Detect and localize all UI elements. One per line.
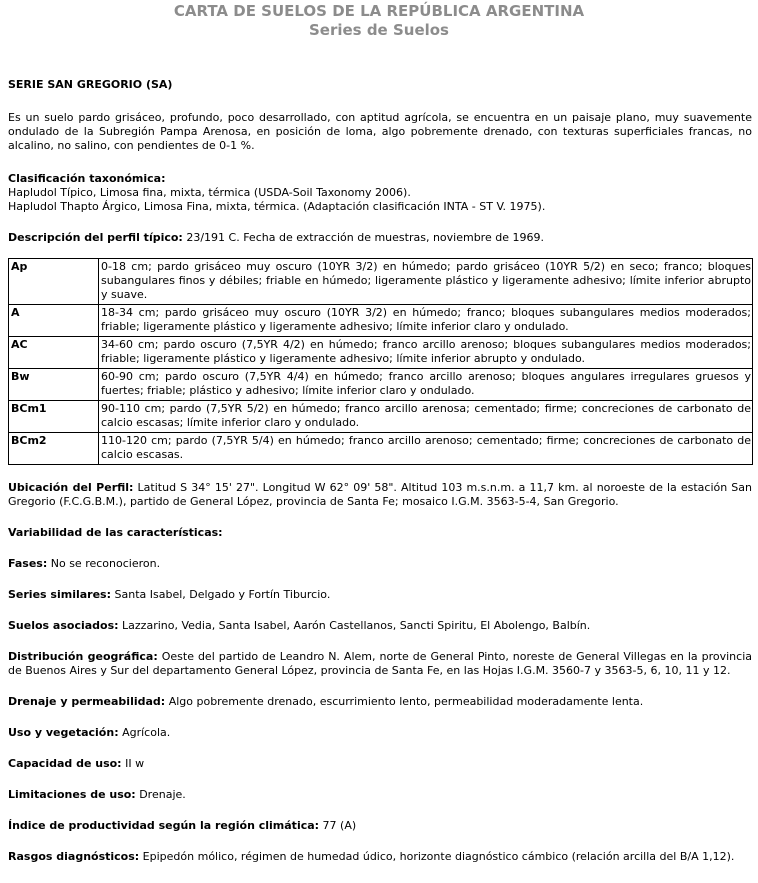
fases-value: No se reconocieron. xyxy=(47,557,161,570)
intro-paragraph: Es un suelo pardo grisáceo, profundo, poco desarrollado, con aptitud agrícola, se encuentra en un paisaje plano, muy suavemente ondulado de la Subregión Pampa Arenosa, en posición de loma, algo pobremente drenado, con texturas superficiales francas, no alcalino, no salino, con pendientes de 0-1 %. xyxy=(8,111,752,152)
horizon-name: Ap xyxy=(9,259,99,305)
rasgos-section xyxy=(8,850,752,864)
ubicacion-label: Ubicación del Perfil: xyxy=(8,481,134,494)
capacidad-section xyxy=(8,757,752,771)
indice-value: 77 (A) xyxy=(319,819,357,832)
descripcion-value: 23/191 C. Fecha de extracción de muestras, noviembre de 1969. xyxy=(182,231,544,244)
drenaje-value: Algo pobremente drenado, escurrimiento lento, permeabilidad moderadamente lenta. xyxy=(165,695,644,708)
clasificacion-section xyxy=(8,172,752,214)
ubicacion-value: Latitud S 34° 15' 27". Longitud W 62° 09' 58". Altitud 103 m.s.n.m. a 11,7 km. al noroeste de la estación San Gregorio (F.C.G.B.M.), partido de General López, provincia de Santa Fe; mosaico I.G.M. 3563-5-4, San Gregorio. xyxy=(8,481,752,508)
clasificacion-line-1: Hapludol Típico, Limosa fina, mixta, térmica (USDA-Soil Taxonomy 2006). xyxy=(8,186,411,199)
series-similares-section xyxy=(8,588,752,602)
rasgos-value: Epipedón mólico, régimen de humedad údico, horizonte diagnóstico cámbico (relación arcilla del B/A 1,12). xyxy=(139,850,735,863)
table-row xyxy=(9,259,753,305)
serie-title: SERIE SAN GREGORIO (SA) xyxy=(8,78,173,91)
horizon-description: 60-90 cm; pardo oscuro (7,5YR 4/4) en húmedo; franco arcillo arenoso; bloques angulares irregulares gruesos y fuertes; friable; plástico y adhesivo; límite inferior claro y ondulado. xyxy=(99,369,753,401)
horizon-name: A xyxy=(9,305,99,337)
series-similares-label: Series similares: xyxy=(8,588,111,601)
suelos-asociados-label: Suelos asociados: xyxy=(8,619,119,632)
suelos-asociados-value: Lazzarino, Vedia, Santa Isabel, Aarón Castellanos, Sancti Spiritu, El Abolengo, Balbín. xyxy=(118,619,591,632)
descripcion-label: Descripción del perfil típico: xyxy=(8,231,183,244)
document-body xyxy=(8,78,752,864)
table-row xyxy=(9,433,753,465)
fases-label: Fases: xyxy=(8,557,48,570)
ubicacion-section xyxy=(8,481,752,509)
indice-section xyxy=(8,819,752,833)
capacidad-value: II w xyxy=(121,757,145,770)
horizon-name: BCm2 xyxy=(9,433,99,465)
rasgos-label: Rasgos diagnósticos: xyxy=(8,850,140,863)
horizon-description: 0-18 cm; pardo grisáceo muy oscuro (10YR 3/2) en húmedo; pardo grisáceo (10YR 5/2) en seco; franco; bloques subangulares finos y débiles; friable en húmedo; ligeramente plástico y ligeramente adhesivo; límite inferior abrupto y suave. xyxy=(99,259,753,305)
clasificacion-label: Clasificación taxonómica: xyxy=(8,172,166,185)
descripcion-section xyxy=(8,231,752,245)
page-subtitle: Series de Suelos xyxy=(308,21,449,39)
variabilidad-section xyxy=(8,526,752,540)
distribucion-label: Distribución geográfica: xyxy=(8,650,158,663)
limitaciones-value: Drenaje. xyxy=(135,788,186,801)
page-header xyxy=(0,2,758,40)
indice-label: Índice de productividad según la región climática: xyxy=(8,819,320,832)
limitaciones-section xyxy=(8,788,752,802)
horizon-name: AC xyxy=(9,337,99,369)
series-similares-value: Santa Isabel, Delgado y Fortín Tiburcio. xyxy=(111,588,331,601)
table-row xyxy=(9,401,753,433)
clasificacion-line-2: Hapludol Thapto Árgico, Limosa Fina, mixta, térmica. (Adaptación clasificación INTA - ST V. 1975). xyxy=(8,200,546,213)
drenaje-label: Drenaje y permeabilidad: xyxy=(8,695,166,708)
uso-label: Uso y vegetación: xyxy=(8,726,119,739)
uso-section xyxy=(8,726,752,740)
horizon-name: Bw xyxy=(9,369,99,401)
suelos-asociados-section xyxy=(8,619,752,633)
horizon-description: 18-34 cm; pardo grisáceo muy oscuro (10YR 3/2) en húmedo; franco; bloques subangulares medios moderados; friable; ligeramente plástico y ligeramente adhesivo; límite inferior claro y ondulado. xyxy=(99,305,753,337)
horizon-name: BCm1 xyxy=(9,401,99,433)
variabilidad-label: Variabilidad de las características: xyxy=(8,526,223,539)
horizon-description: 90-110 cm; pardo (7,5YR 5/2) en húmedo; franco arcillo arenosa; cementado; firme; concreciones de carbonato de calcio escasas; límite inferior claro y ondulado. xyxy=(99,401,753,433)
capacidad-label: Capacidad de uso: xyxy=(8,757,122,770)
fases-section xyxy=(8,557,752,571)
page-title: CARTA DE SUELOS DE LA REPÚBLICA ARGENTINA xyxy=(173,2,585,20)
horizons-table xyxy=(8,258,753,465)
uso-value: Agrícola. xyxy=(118,726,171,739)
table-row xyxy=(9,369,753,401)
drenaje-section xyxy=(8,695,752,709)
horizon-description: 34-60 cm; pardo oscuro (7,5YR 4/2) en húmedo; franco arcillo arenoso; bloques subangulares medios moderados; friable; ligeramente plástico y ligeramente adhesivo; límite inferior abrupto y ondulado. xyxy=(99,337,753,369)
table-row xyxy=(9,305,753,337)
distribucion-value: Oeste del partido de Leandro N. Alem, norte de General Pinto, noreste de General Villegas en la provincia de Buenos Aires y Sur del departamento General López, provincia de Santa Fe, en las Hojas I.G.M. 3560-7 y 3563-5, 6, 10, 11 y 12. xyxy=(8,650,752,677)
horizon-description: 110-120 cm; pardo (7,5YR 5/4) en húmedo; franco arcillo arenoso; cementado; firme; concreciones de carbonato de calcio escasas. xyxy=(99,433,753,465)
limitaciones-label: Limitaciones de uso: xyxy=(8,788,136,801)
distribucion-section xyxy=(8,650,752,678)
table-row xyxy=(9,337,753,369)
